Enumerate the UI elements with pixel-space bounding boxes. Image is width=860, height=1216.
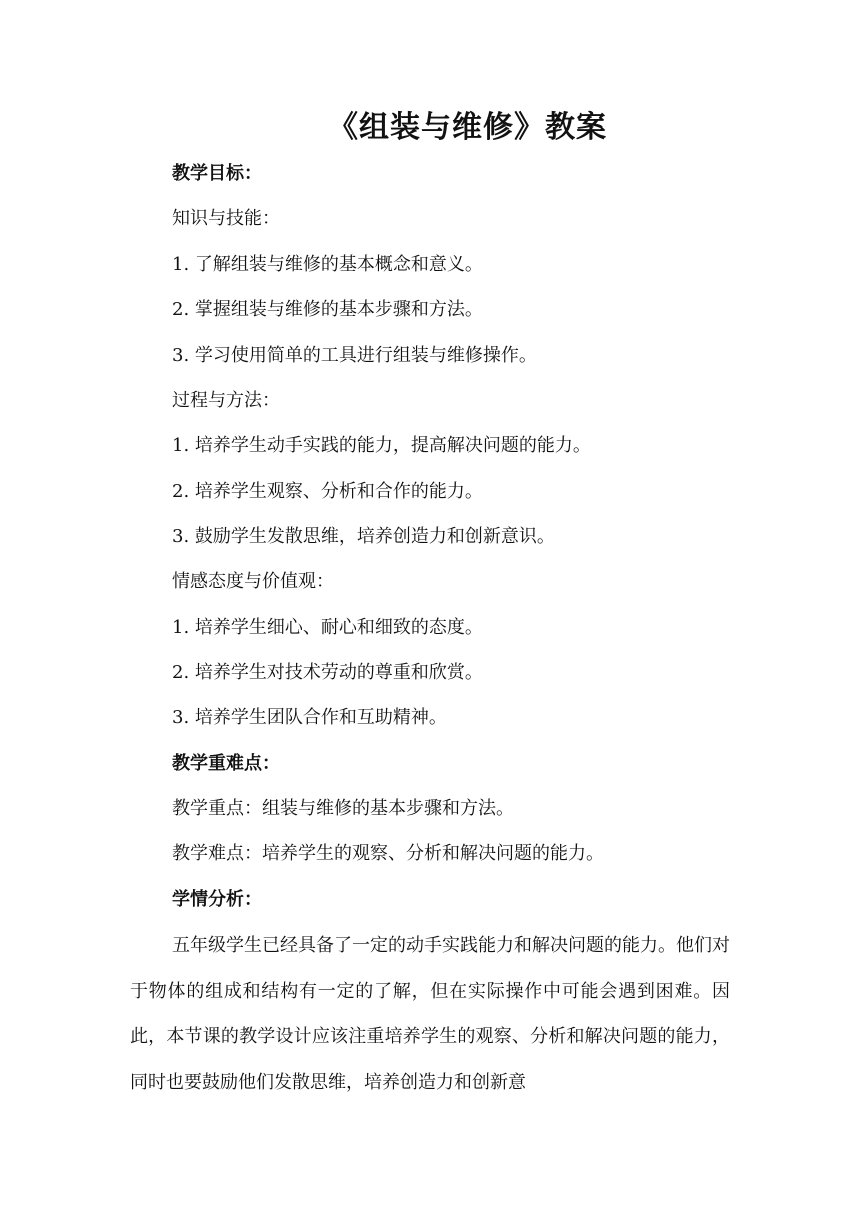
process-item: 1. 培养学生动手实践的能力，提高解决问题的能力。 <box>172 435 591 456</box>
knowledge-item: 2. 掌握组装与维修的基本步骤和方法。 <box>172 299 483 320</box>
key-point-text: 教学重点：组装与维修的基本步骤和方法。 <box>172 798 514 819</box>
process-item: 3. 鼓励学生发散思维，培养创造力和创新意识。 <box>172 526 555 547</box>
emotion-label: 情感态度与价值观： <box>172 571 334 592</box>
emotion-item: 3. 培养学生团队合作和互助精神。 <box>172 707 447 728</box>
analysis-heading: 学情分析： <box>172 889 262 910</box>
knowledge-item: 3. 学习使用简单的工具进行组装与维修操作。 <box>172 345 537 366</box>
emotion-item: 2. 培养学生对技术劳动的尊重和欣赏。 <box>172 662 483 683</box>
emotion-item: 1. 培养学生细心、耐心和细致的态度。 <box>172 617 483 638</box>
knowledge-item: 1. 了解组装与维修的基本概念和意义。 <box>172 254 483 275</box>
difficulty-text: 教学难点：培养学生的观察、分析和解决问题的能力。 <box>172 843 604 864</box>
document-title: 《组装与维修》教案 <box>328 110 607 145</box>
key-points-heading: 教学重难点： <box>172 753 280 774</box>
knowledge-label: 知识与技能： <box>172 208 280 229</box>
process-label: 过程与方法： <box>172 390 280 411</box>
analysis-paragraph: 五年级学生已经具备了一定的动手实践能力和解决问题的能力。他们对于物体的组成和结构有一定的了解，但在实际操作中可能会遇到困难。因此，本节课的教学设计应该注重培养学生的观察、分析和解决问题的能力，同时也要鼓励他们发散思维，培养创造力和创新意 <box>130 935 730 1093</box>
objectives-heading: 教学目标： <box>172 163 262 184</box>
process-item: 2. 培养学生观察、分析和合作的能力。 <box>172 481 483 502</box>
